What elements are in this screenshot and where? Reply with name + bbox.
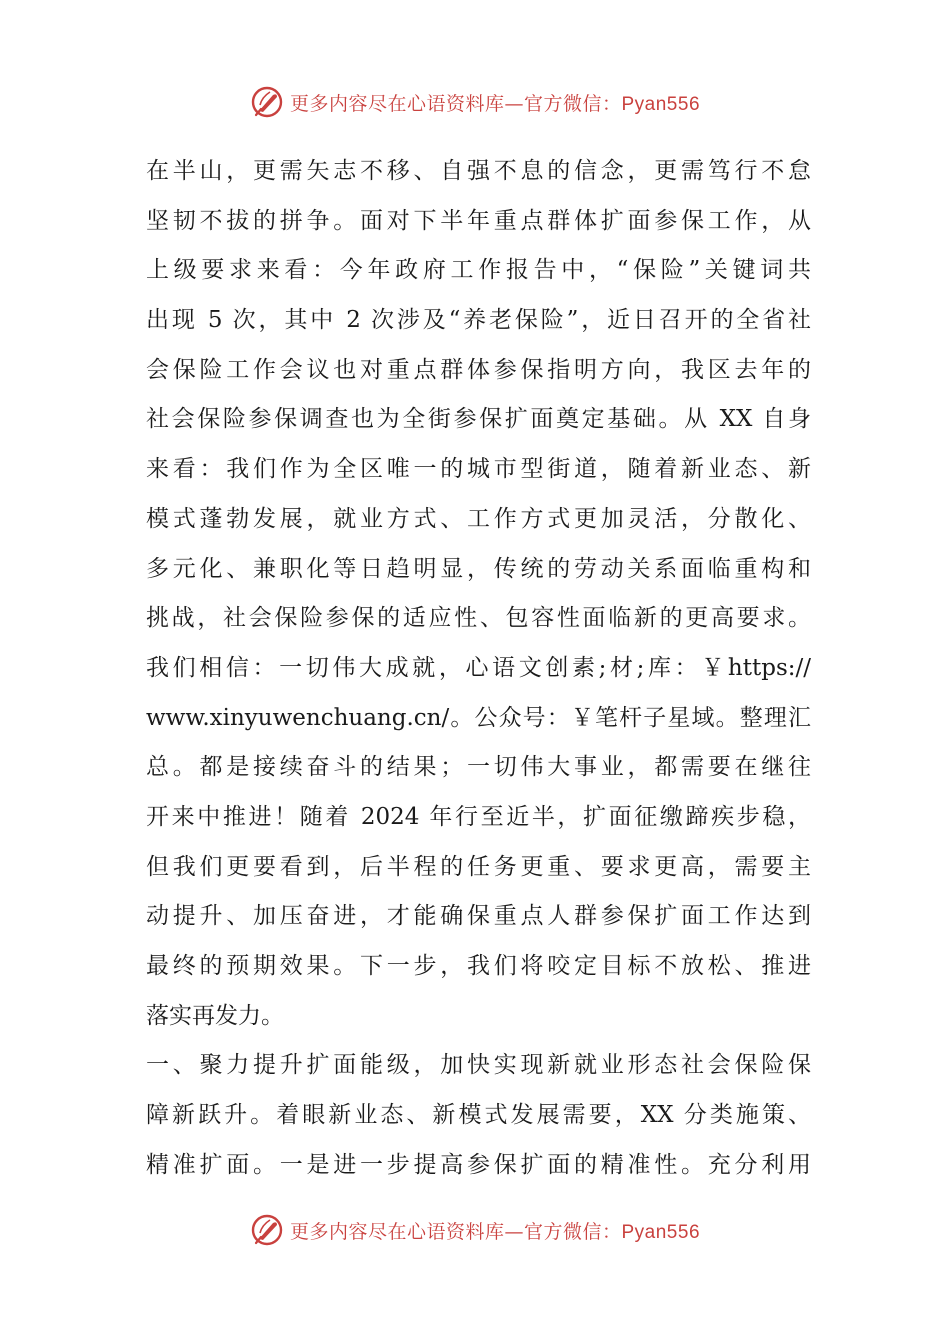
- body-line: 障新跃升。着眼新业态、新模式发展需要，XX 分类施策、: [146, 1102, 811, 1129]
- quill-logo-icon: [250, 85, 284, 119]
- body-line: 会保险工作会议也对重点群体参保指明方向，我区去年的: [146, 356, 811, 383]
- footer-banner-text: [290, 1217, 700, 1244]
- footer-banner: [0, 1208, 950, 1252]
- footer-banner-slogan: 更多内容尽在心语资料库—官方微信：: [289, 1220, 622, 1243]
- body-line-paragraph-end: 落实再发力。: [146, 1002, 284, 1029]
- body-line: 坚韧不拔的拼争。面对下半年重点群体扩面参保工作，从: [146, 207, 811, 234]
- body-line: 出现 5 次，其中 2 次涉及“养老保险”，近日召开的全省社: [146, 307, 811, 334]
- footer-wechat-id: Pyan556: [621, 1221, 701, 1243]
- body-line: 多元化、兼职化等日趋明显，传统的劳动关系面临重构和: [146, 555, 811, 582]
- body-line: 我们相信：一切伟大成就，心语文创素;材;库：￥https://: [146, 654, 811, 681]
- body-line: 但我们更要看到，后半程的任务更重、要求更高，需要主: [146, 853, 811, 880]
- section-heading-line: 一、聚力提升扩面能级，加快实现新就业形态社会保险保: [146, 1052, 811, 1079]
- body-line: 开来中推进！随着 2024 年行至近半，扩面征缴蹄疾步稳，: [146, 803, 811, 830]
- body-line: 动提升、加压奋进，才能确保重点人群参保扩面工作达到: [146, 903, 811, 930]
- body-line: 来看：我们作为全区唯一的城市型街道，随着新业态、新: [146, 456, 811, 483]
- body-line: 挑战，社会保险参保的适应性、包容性面临新的更高要求。: [146, 605, 811, 632]
- body-line: 在半山，更需矢志不移、自强不息的信念，更需笃行不怠: [146, 158, 811, 184]
- body-line: 精准扩面。一是进一步提高参保扩面的精准性。充分利用: [146, 1151, 811, 1178]
- header-banner-text: [290, 89, 700, 116]
- header-wechat-id: Pyan556: [621, 93, 701, 115]
- body-line: 上级要求来看：今年政府工作报告中，“保险”关键词共: [146, 257, 811, 284]
- body-line: 社会保险参保调查也为全街参保扩面奠定基础。从 XX 自身: [146, 406, 811, 433]
- document-body: [146, 147, 811, 1190]
- header-banner-slogan: 更多内容尽在心语资料库—官方微信：: [289, 92, 622, 115]
- body-line: 总。都是接续奋斗的结果；一切伟大事业，都需要在继往: [146, 754, 811, 781]
- header-banner: [0, 80, 950, 124]
- body-line: www.xinyuwenchuang.cn/。公众号：￥笔杆子星域。整理汇: [146, 704, 811, 731]
- body-line: 最终的预期效果。下一步，我们将咬定目标不放松、推进: [146, 953, 811, 979]
- quill-logo-icon: [250, 1213, 284, 1247]
- body-line: 模式蓬勃发展，就业方式、工作方式更加灵活，分散化、: [146, 505, 811, 532]
